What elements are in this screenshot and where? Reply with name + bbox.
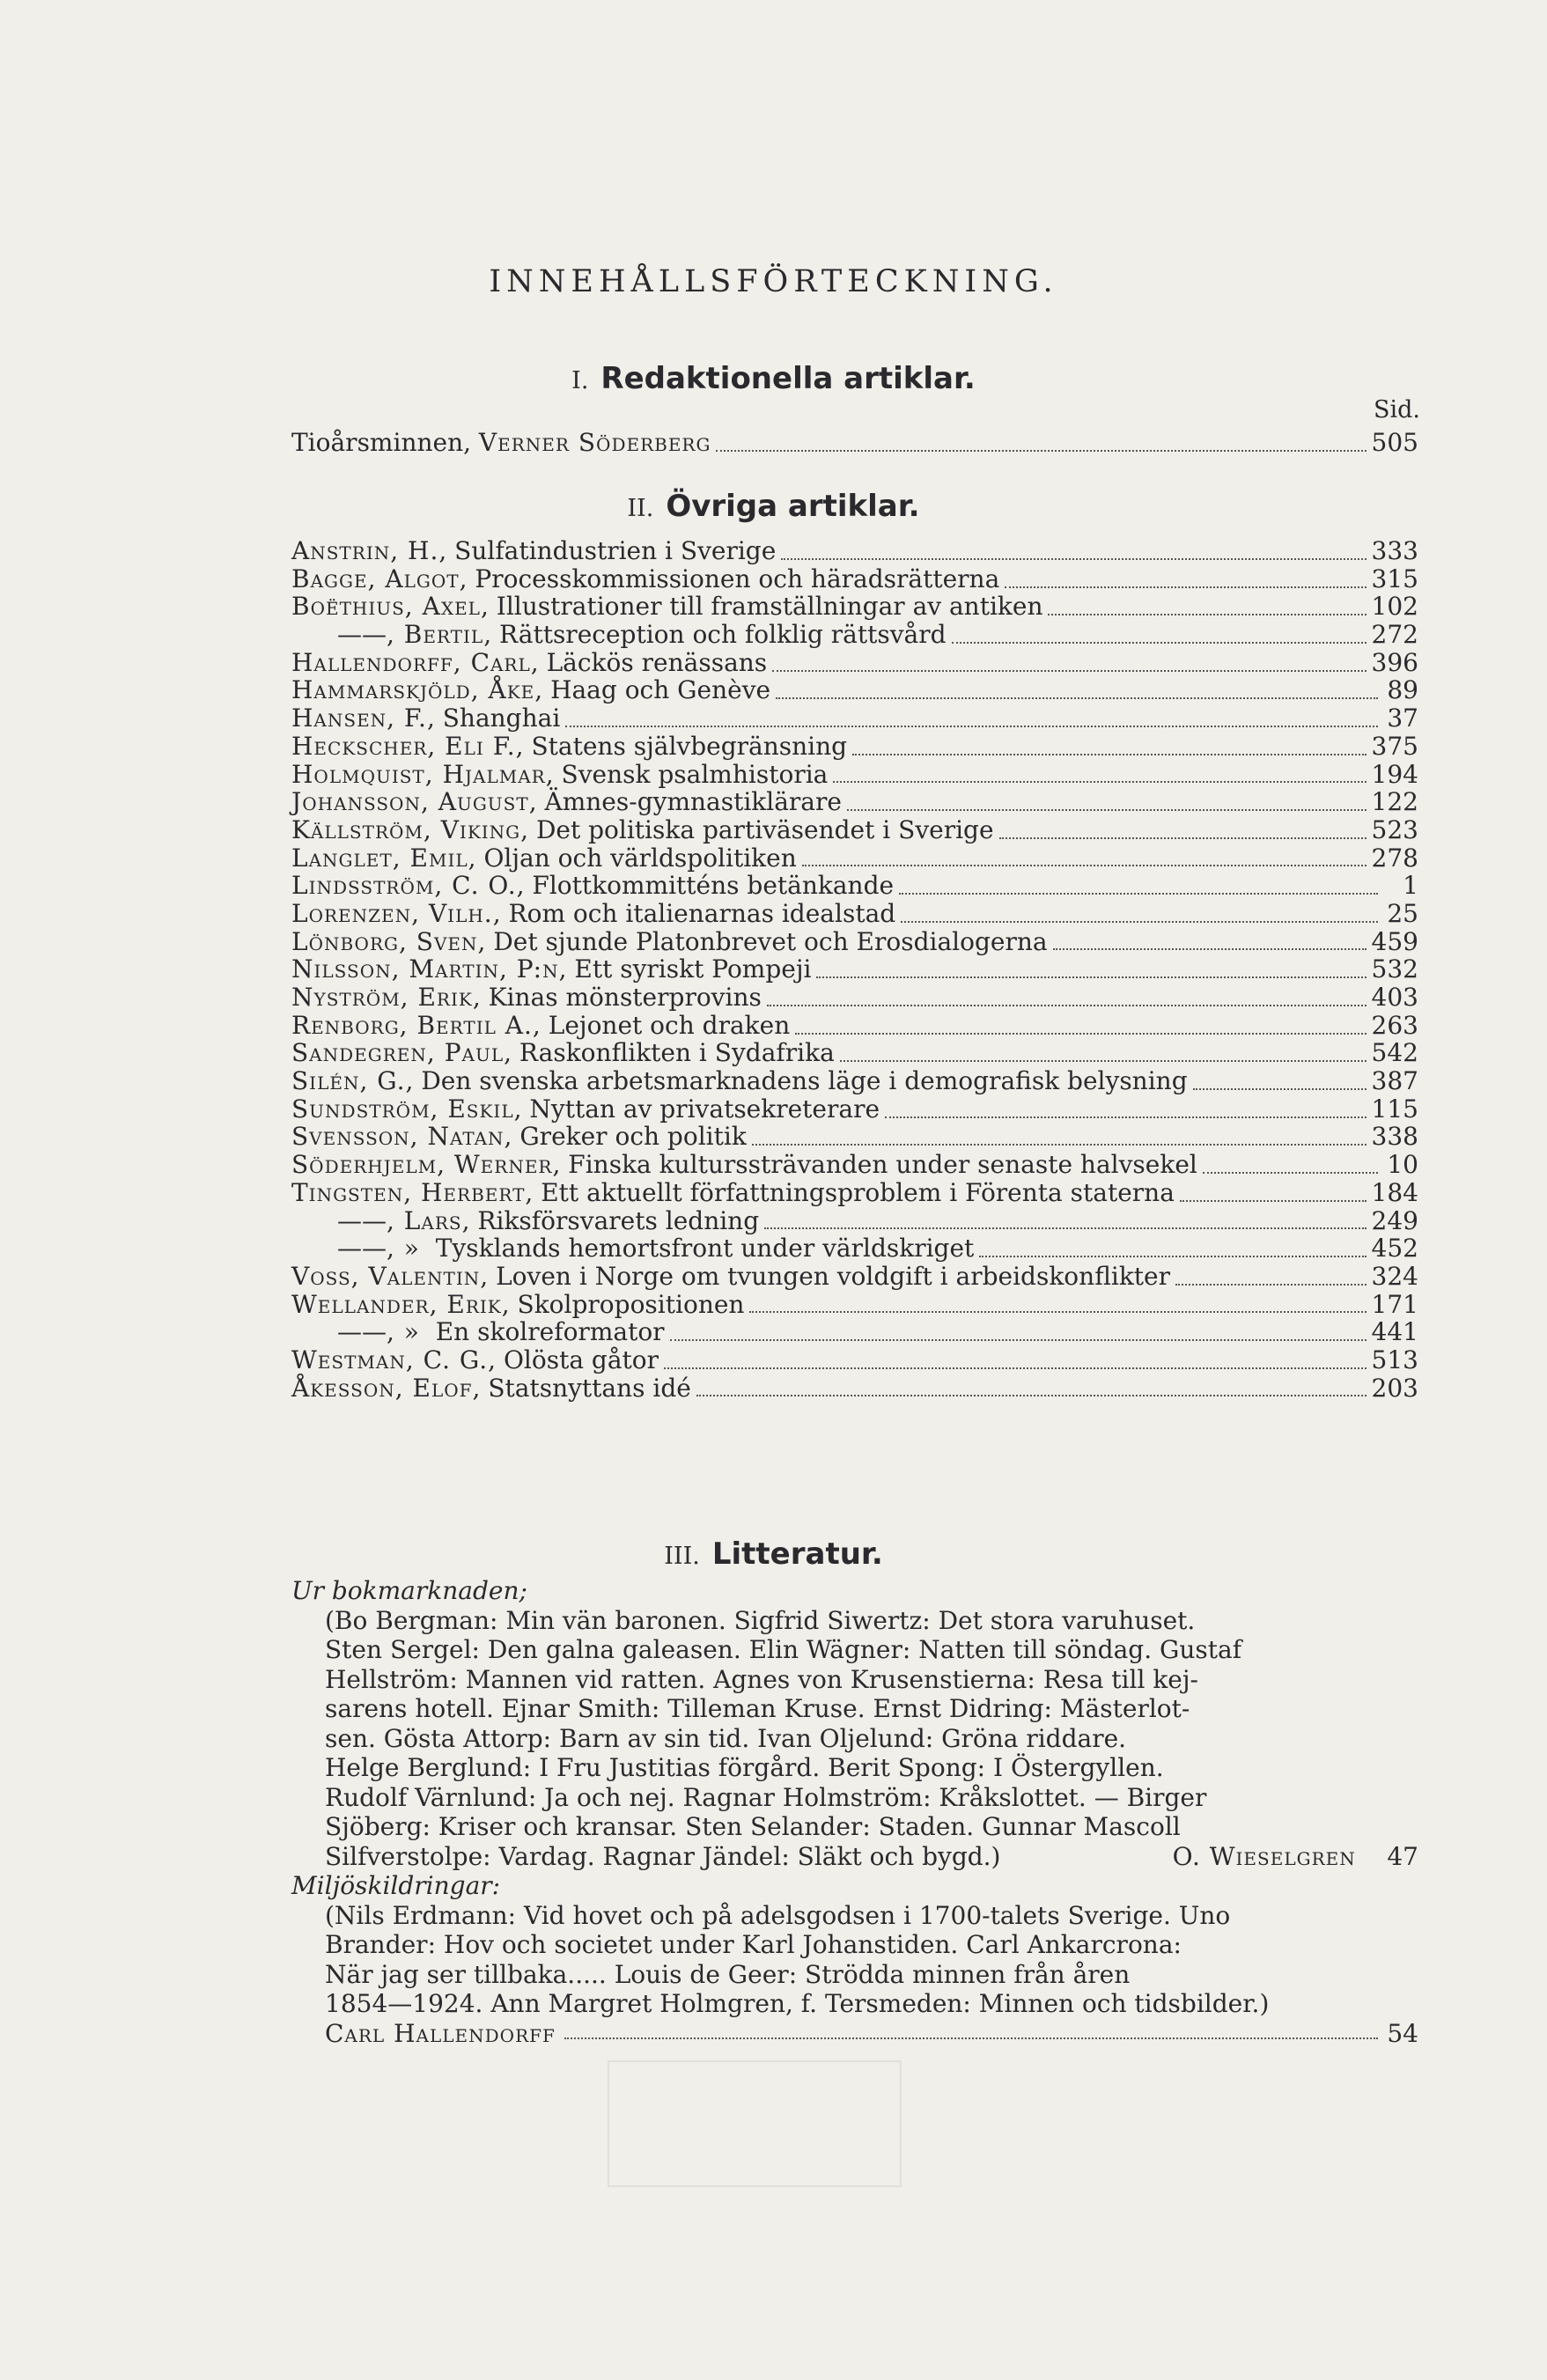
lit2-author: Carl Hallendorff <box>325 2018 556 2048</box>
sid-label: Sid. <box>1374 396 1420 424</box>
toc-entry <box>291 928 1418 956</box>
page-title: INNEHÅLLSFÖRTECKNING. <box>489 264 1058 299</box>
entry-page: 203 <box>1371 1373 1418 1403</box>
toc-entry <box>291 1346 1418 1374</box>
entry-author: Wellander, Erik <box>291 1289 502 1319</box>
lit2-last-row <box>291 2019 1418 2049</box>
entry-title: , Loven i Norge om tvungen voldgift i arbeidskonflikter <box>480 1261 1170 1291</box>
toc-entry <box>291 1207 1418 1235</box>
repeat-dash: —— <box>337 1205 387 1235</box>
leader-dots <box>1180 1195 1367 1202</box>
lit2-page: 54 <box>1387 2018 1418 2048</box>
repeat-dash: —— <box>337 1234 387 1264</box>
entry-page: 272 <box>1371 620 1418 650</box>
entry-title: , Olösta gåtor <box>488 1345 659 1374</box>
leader-dots <box>564 2019 1378 2040</box>
leader-dots <box>1005 581 1366 588</box>
entry-author: Tingsten, Herbert <box>291 1177 526 1207</box>
entry-author: Anstrin, H. <box>291 536 439 565</box>
section-heading-2 <box>0 489 1547 524</box>
entry-title: , Greker och politik <box>504 1122 747 1152</box>
entry-author: Renborg, Bertil A. <box>291 1010 533 1040</box>
leader-dots <box>952 637 1367 644</box>
entry-title: , Ett aktuellt författningsproblem i Förenta staterna <box>525 1177 1175 1207</box>
entry-page: 115 <box>1371 1094 1418 1124</box>
lit1-author: O. Wieselgren <box>1172 1841 1356 1871</box>
toc-entry <box>291 1012 1418 1040</box>
toc-entry <box>291 1234 1418 1263</box>
entry-author: Lorenzen, Vilh. <box>291 898 493 928</box>
entry-page: 542 <box>1371 1038 1418 1068</box>
text-line: Helge Berglund: I Fru Justitias förgård. Berit Spong: I Östergyllen. <box>325 1753 1164 1782</box>
entry-page: 532 <box>1371 954 1418 984</box>
toc-entry <box>291 565 1418 593</box>
toc-entry <box>291 1263 1418 1291</box>
entry-title: , Illustrationer till framställningar av antiken <box>480 592 1043 622</box>
entry-title: , Oljan och världspolitiken <box>468 843 797 873</box>
entry-page: 171 <box>1371 1289 1418 1319</box>
toc-entry <box>291 649 1418 677</box>
leader-dots <box>840 1055 1367 1062</box>
entry-page: 324 <box>1371 1261 1418 1291</box>
text-line: 1854—1924. Ann Margret Holmgren, f. Tersmeden: Minnen och tidsbilder.) <box>325 1989 1270 2018</box>
lit1-paragraph <box>291 1606 1418 1842</box>
entry-title: , Raskonflikten i Sydafrika <box>504 1038 835 1068</box>
entry-page: 184 <box>1371 1177 1418 1207</box>
lit1-heading: Ur bokmarknaden; <box>291 1576 527 1605</box>
lit1-page: 47 <box>1387 1841 1418 1871</box>
entry-title: , Shanghai <box>426 704 561 733</box>
entry-page: 375 <box>1371 731 1418 761</box>
lit2-heading: Miljöskildringar: <box>291 1871 501 1900</box>
entry-page: 249 <box>1371 1205 1418 1235</box>
entry-page: 338 <box>1371 1122 1418 1152</box>
text-line: Brander: Hov och societet under Karl Johanstiden. Carl Ankarcrona: <box>325 1930 1182 1959</box>
entry-author: Källström, Viking <box>291 814 521 844</box>
toc-entry <box>291 704 1418 733</box>
entry-author: Sundström, Eskil <box>291 1094 514 1124</box>
section2-list <box>291 537 1418 1402</box>
entry-author: Svensson, Natan <box>291 1122 505 1152</box>
entry-author: , Lars <box>387 1205 462 1235</box>
text-line: (Bo Bergman: Min vän baronen. Sigfrid Siwertz: Det stora varuhuset. <box>325 1605 1196 1635</box>
text-line: När jag ser tillbaka..... Louis de Geer: Strödda minnen från åren <box>325 1959 1131 1989</box>
leader-dots <box>696 1389 1367 1396</box>
entry-title: , Den svenska arbetsmarknadens läge i demografisk belysning <box>405 1066 1188 1096</box>
text-line: (Nils Erdmann: Vid hovet och på adelsgodsen i 1700-talets Sverige. Uno <box>325 1900 1231 1930</box>
repeat-dash: —— <box>337 620 387 650</box>
entry-title: , Statsnyttans idé <box>472 1373 691 1403</box>
entry-title: , Statens självbegränsning <box>515 731 848 761</box>
entry-title: , Processkommissionen och häradsrätterna <box>459 564 1000 593</box>
entry-title: En skolreformator <box>419 1317 665 1347</box>
leader-dots <box>1048 608 1366 615</box>
entry-author: Hammarskjöld, Åke <box>291 675 535 705</box>
stamp-box <box>608 2060 902 2187</box>
leader-dots <box>664 1362 1367 1369</box>
entry-author: Westman, C. G. <box>291 1345 489 1374</box>
toc-entry <box>291 872 1418 900</box>
text-line: Rudolf Värnlund: Ja och nej. Ragnar Holmström: Kråkslottet. — Birger <box>325 1782 1207 1812</box>
leader-dots <box>795 1028 1366 1035</box>
toc-entry <box>291 900 1418 928</box>
leader-dots <box>1053 943 1367 950</box>
lit1-last-row <box>291 1842 1418 1872</box>
section-label: Redaktionella artiklar. <box>600 361 976 396</box>
lit2-paragraph <box>291 1901 1418 2019</box>
entry-author: Bagge, Algot <box>291 564 460 593</box>
leader-dots <box>802 859 1367 866</box>
entry-page: 278 <box>1371 843 1418 873</box>
leader-dots <box>1175 1278 1367 1286</box>
leader-dots <box>767 999 1367 1006</box>
section-number: I. <box>571 367 589 394</box>
entry-page: 452 <box>1371 1234 1418 1264</box>
entry-title: , Svensk psalmhistoria <box>545 759 829 789</box>
entry-title: , Sulfatindustrien i Sverige <box>438 536 777 565</box>
leader-dots <box>772 665 1366 672</box>
entry-title: , Nyttan av privatsekreterare <box>513 1094 880 1124</box>
toc-entry <box>291 1123 1418 1151</box>
leader-dots <box>716 445 1366 452</box>
section-heading-1 <box>0 361 1547 396</box>
entry-title: , Läckös renässans <box>530 647 768 677</box>
repeat-dash: —— <box>337 1317 387 1347</box>
entry-page: 396 <box>1371 647 1418 677</box>
literature-block <box>291 1576 1418 2048</box>
section-number: II. <box>627 495 654 522</box>
entry-author: Lönborg, Sven <box>291 926 478 956</box>
entry-page: 315 <box>1371 564 1418 593</box>
leader-dots <box>752 1138 1367 1146</box>
toc-entry <box>291 816 1418 844</box>
entry-author: Hansen, F. <box>291 704 427 733</box>
entry-author: Holmquist, Hjalmar <box>291 759 546 789</box>
toc-entry <box>291 1179 1418 1207</box>
entry-author: , » <box>387 1317 420 1347</box>
toc-entry <box>291 1151 1418 1179</box>
leader-dots <box>901 916 1378 923</box>
lit1-last-line: Silfverstolpe: Vardag. Ragnar Jändel: Släkt och bygd.) <box>325 1841 1001 1871</box>
entry-author: Langlet, Emil <box>291 843 468 873</box>
text-line: Hellström: Mannen vid ratten. Agnes von Krusenstierna: Resa till kej- <box>325 1664 1199 1694</box>
entry-author: Voss, Valentin <box>291 1261 481 1291</box>
entry-author: Söderhjelm, Werner <box>291 1150 553 1180</box>
entry-title: , Rom och italienarnas idealstad <box>492 898 896 928</box>
entry-author: Hallendorff, Carl <box>291 647 531 677</box>
leader-dots <box>999 832 1367 839</box>
entry-page: 1 <box>1403 871 1418 901</box>
section-heading-3 <box>0 1536 1547 1572</box>
entry-page: 194 <box>1371 759 1418 789</box>
entry-page: 513 <box>1371 1345 1418 1374</box>
entry-author: Verner Söderberg <box>478 428 711 457</box>
entry-page: 263 <box>1371 1010 1418 1040</box>
entry-author: Sandegren, Paul <box>291 1038 505 1068</box>
leader-dots <box>781 553 1366 560</box>
text-line: Sten Sergel: Den galna galeasen. Elin Wägner: Natten till söndag. Gustaf <box>325 1635 1242 1664</box>
entry-page: 333 <box>1371 536 1418 565</box>
entry-page: 102 <box>1371 592 1418 622</box>
entry-author: Silén, G. <box>291 1066 406 1096</box>
toc-entry <box>291 1095 1418 1124</box>
entry-page: 10 <box>1387 1150 1418 1180</box>
entry-title: Tysklands hemortsfront under världskriget <box>419 1234 975 1264</box>
entry-page: 37 <box>1387 704 1418 733</box>
toc-entry <box>291 733 1418 761</box>
entry-page: 25 <box>1387 898 1418 928</box>
entry-author: Nyström, Erik <box>291 983 473 1012</box>
toc-entry <box>291 1291 1418 1319</box>
leader-dots <box>565 720 1378 727</box>
entry-author: Heckscher, Eli F. <box>291 731 516 761</box>
entry-page: 89 <box>1387 675 1418 705</box>
toc-entry <box>291 676 1418 704</box>
toc-entry <box>291 761 1418 789</box>
entry-page: 523 <box>1371 814 1418 844</box>
entry-author: Lindsström, C. O. <box>291 871 517 901</box>
text-line: sen. Gösta Attorp: Barn av sin tid. Ivan Oljelund: Gröna riddare. <box>325 1723 1127 1753</box>
entry-title: , Skolpropositionen <box>501 1289 745 1319</box>
library-stamp <box>608 2060 907 2289</box>
leader-dots <box>670 1334 1367 1341</box>
entry-title: , Ett syriskt Pompeji <box>558 954 812 984</box>
toc-entry <box>291 1374 1418 1403</box>
entry-author: , Bertil <box>387 620 484 650</box>
entry-page: 403 <box>1371 983 1418 1012</box>
section-label: Övriga artiklar. <box>666 489 920 524</box>
leader-dots <box>833 776 1366 783</box>
toc-entry <box>291 537 1418 565</box>
entry-title: , Ämnes-gymnastiklärare <box>528 787 842 817</box>
text-line: Sjöberg: Kriser och kransar. Sten Selander: Staden. Gunnar Mascoll <box>325 1812 1181 1841</box>
section-number: III. <box>664 1543 700 1570</box>
leader-dots <box>852 748 1366 755</box>
leader-dots <box>885 1111 1367 1118</box>
leader-dots <box>776 692 1378 699</box>
entry-title: , Det politiska partiväsendet i Sverige <box>520 814 994 844</box>
leader-dots <box>816 971 1366 978</box>
entry-page: 505 <box>1371 428 1418 457</box>
leader-dots <box>847 804 1367 811</box>
entry-title: , Kinas mönsterprovins <box>472 983 762 1012</box>
entry-author: Åkesson, Elof <box>291 1373 473 1403</box>
entry-page: 441 <box>1371 1317 1418 1347</box>
entry-author: Boëthius, Axel <box>291 592 481 622</box>
entry-author: , » <box>387 1234 420 1264</box>
toc-entry <box>291 984 1418 1012</box>
toc-entry <box>291 621 1418 649</box>
leader-dots <box>749 1306 1366 1313</box>
text-line: sarens hotell. Ejnar Smith: Tilleman Kruse. Ernst Didring: Mästerlot- <box>325 1694 1190 1723</box>
entry-title: Tioårsminnen, <box>291 428 479 457</box>
toc-entry <box>291 593 1418 621</box>
toc-entry <box>291 788 1418 816</box>
toc-entry <box>291 1318 1418 1346</box>
entry-author: Nilsson, Martin, P:n <box>291 954 559 984</box>
entry-title: , Riksförsvarets ledning <box>461 1205 760 1235</box>
entry-page: 122 <box>1371 787 1418 817</box>
leader-dots <box>1193 1083 1367 1090</box>
section1-list <box>291 429 1418 457</box>
entry-title: , Finska kulturssträvanden under senaste halvsekel <box>552 1150 1197 1180</box>
toc-entry <box>291 1067 1418 1095</box>
toc-entry <box>291 955 1418 984</box>
entry-page: 459 <box>1371 926 1418 956</box>
entry-title: , Rättsreception och folklig rättsvård <box>483 620 947 650</box>
entry-title: , Lejonet och draken <box>532 1010 791 1040</box>
leader-dots <box>764 1222 1366 1229</box>
entry-author: Johansson, August <box>291 787 529 817</box>
section-label: Litteratur. <box>711 1536 883 1572</box>
entry-title: , Haag och Genève <box>534 675 771 705</box>
leader-dots <box>979 1250 1366 1257</box>
toc-entry <box>291 429 1418 457</box>
entry-title: , Flottkommitténs betänkande <box>516 871 895 901</box>
entry-page: 387 <box>1371 1066 1418 1096</box>
leader-dots <box>1203 1167 1378 1174</box>
leader-dots <box>899 888 1378 895</box>
toc-entry <box>291 1039 1418 1067</box>
entry-title: , Det sjunde Platonbrevet och Erosdialogerna <box>477 926 1048 956</box>
toc-entry <box>291 844 1418 873</box>
